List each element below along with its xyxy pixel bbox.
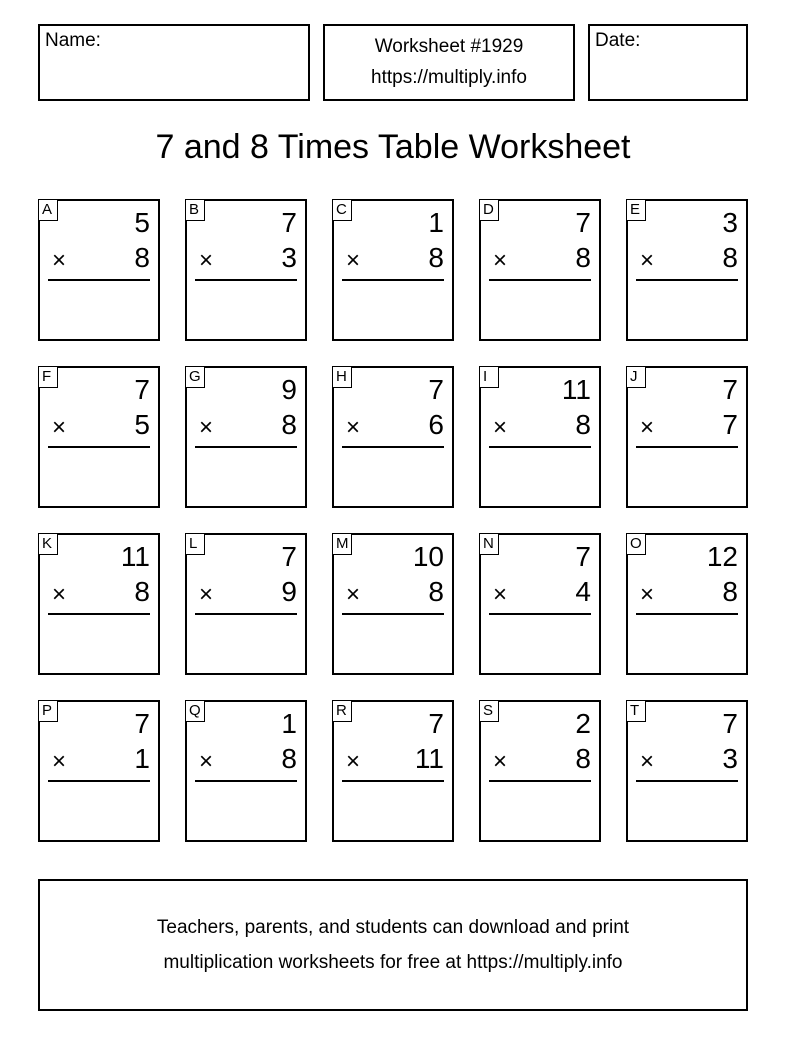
problem-letter: M	[332, 533, 352, 555]
multiply-sign: ×	[52, 581, 67, 608]
problem-letter: F	[38, 366, 58, 388]
worksheet-info-box	[323, 24, 575, 101]
problem-letter: I	[479, 366, 499, 388]
problem-card[interactable]	[332, 700, 454, 842]
multiply-sign: ×	[199, 748, 214, 775]
multiply-sign: ×	[640, 581, 655, 608]
multiplicand: 7	[281, 541, 297, 572]
problem-card[interactable]	[479, 700, 601, 842]
multiply-sign: ×	[493, 414, 508, 441]
answer-line	[195, 780, 297, 782]
answer-line	[342, 780, 444, 782]
problem-grid	[38, 199, 750, 844]
multiply-sign: ×	[52, 414, 67, 441]
multiplier: 8	[134, 242, 150, 273]
name-label: Name:	[45, 30, 101, 51]
multiply-sign: ×	[493, 581, 508, 608]
answer-line	[489, 780, 591, 782]
multiplier: 8	[428, 242, 444, 273]
problem-letter: L	[185, 533, 205, 555]
problem-letter: A	[38, 199, 58, 221]
multiply-sign: ×	[346, 414, 361, 441]
problem-letter: S	[479, 700, 499, 722]
multiplier: 1	[134, 743, 150, 774]
problem-letter: P	[38, 700, 58, 722]
problem-card[interactable]	[626, 533, 748, 675]
multiplicand: 7	[281, 207, 297, 238]
answer-line	[489, 613, 591, 615]
multiplier: 6	[428, 409, 444, 440]
multiplicand: 1	[428, 207, 444, 238]
problem-card[interactable]	[626, 700, 748, 842]
problem-letter: J	[626, 366, 646, 388]
multiplier: 7	[722, 409, 738, 440]
multiplicand: 12	[706, 541, 738, 572]
multiplicand: 11	[561, 374, 591, 405]
answer-line	[489, 279, 591, 281]
multiplicand: 10	[412, 541, 444, 572]
problem-letter: B	[185, 199, 205, 221]
multiply-sign: ×	[640, 414, 655, 441]
multiplier: 8	[722, 242, 738, 273]
multiplier: 8	[134, 576, 150, 607]
problem-card[interactable]	[479, 366, 601, 508]
multiplier: 3	[722, 743, 738, 774]
multiplicand: 2	[575, 708, 591, 739]
multiplicand: 7	[428, 708, 444, 739]
problem-letter: G	[185, 366, 205, 388]
answer-line	[195, 613, 297, 615]
multiplicand: 7	[722, 374, 738, 405]
multiply-sign: ×	[199, 581, 214, 608]
multiplicand: 7	[722, 708, 738, 739]
multiply-sign: ×	[493, 748, 508, 775]
multiplicand: 7	[575, 541, 591, 572]
multiplier: 8	[575, 409, 591, 440]
answer-line	[195, 279, 297, 281]
problem-letter: T	[626, 700, 646, 722]
problem-letter: C	[332, 199, 352, 221]
multiplicand: 7	[134, 708, 150, 739]
footer-line-1: Teachers, parents, and students can download and print	[156, 917, 630, 938]
problem-letter: Q	[185, 700, 205, 722]
multiply-sign: ×	[346, 748, 361, 775]
multiply-sign: ×	[640, 247, 655, 274]
answer-line	[342, 279, 444, 281]
footer-box	[38, 879, 748, 1011]
problem-card[interactable]	[38, 366, 160, 508]
answer-line	[48, 279, 150, 281]
multiply-sign: ×	[346, 247, 361, 274]
multiplier: 3	[281, 242, 297, 273]
problem-letter: D	[479, 199, 499, 221]
problem-card[interactable]	[626, 366, 748, 508]
problem-card[interactable]	[38, 199, 160, 341]
problem-letter: N	[479, 533, 499, 555]
multiplier: 8	[722, 576, 738, 607]
problem-card[interactable]	[185, 199, 307, 341]
multiplier: 8	[575, 743, 591, 774]
multiply-sign: ×	[52, 247, 67, 274]
multiplier: 5	[134, 409, 150, 440]
multiplicand: 1	[281, 708, 297, 739]
multiplier: 4	[575, 576, 591, 607]
problem-card[interactable]	[479, 199, 601, 341]
answer-line	[636, 613, 738, 615]
problem-card[interactable]	[38, 533, 160, 675]
multiplicand: 5	[134, 207, 150, 238]
date-label: Date:	[595, 30, 641, 51]
answer-line	[195, 446, 297, 448]
multiply-sign: ×	[346, 581, 361, 608]
problem-card[interactable]	[332, 199, 454, 341]
multiply-sign: ×	[199, 414, 214, 441]
answer-line	[48, 446, 150, 448]
multiplier: 8	[281, 743, 297, 774]
problem-card[interactable]	[332, 533, 454, 675]
date-field-box[interactable]	[588, 24, 748, 101]
problem-letter: O	[626, 533, 646, 555]
problem-letter: H	[332, 366, 352, 388]
problem-letter: E	[626, 199, 646, 221]
page-title: 7 and 8 Times Table Worksheet	[155, 128, 631, 166]
answer-line	[489, 446, 591, 448]
problem-letter: R	[332, 700, 352, 722]
multiplicand: 7	[428, 374, 444, 405]
multiply-sign: ×	[199, 247, 214, 274]
worksheet-number: Worksheet #1929	[374, 36, 524, 57]
answer-line	[342, 446, 444, 448]
name-field-box[interactable]	[38, 24, 310, 101]
multiplier: 8	[428, 576, 444, 607]
problem-card[interactable]	[185, 533, 307, 675]
problem-card[interactable]	[38, 700, 160, 842]
problem-card[interactable]	[185, 366, 307, 508]
multiplier: 11	[414, 743, 444, 774]
problem-letter: K	[38, 533, 58, 555]
multiplicand: 11	[120, 541, 150, 572]
answer-line	[342, 613, 444, 615]
multiplier: 8	[575, 242, 591, 273]
multiplicand: 9	[281, 374, 297, 405]
answer-line	[636, 279, 738, 281]
worksheet-url[interactable]: https://multiply.info	[371, 67, 527, 88]
problem-card[interactable]	[626, 199, 748, 341]
footer-line-2: multiplication worksheets for free at https://multiply.info	[163, 952, 623, 973]
problem-card[interactable]	[185, 700, 307, 842]
multiplier: 8	[281, 409, 297, 440]
multiplicand: 7	[134, 374, 150, 405]
multiply-sign: ×	[52, 748, 67, 775]
problem-card[interactable]	[479, 533, 601, 675]
answer-line	[636, 446, 738, 448]
answer-line	[48, 780, 150, 782]
problem-card[interactable]	[332, 366, 454, 508]
multiply-sign: ×	[640, 748, 655, 775]
multiply-sign: ×	[493, 247, 508, 274]
multiplicand: 3	[722, 207, 738, 238]
answer-line	[48, 613, 150, 615]
answer-line	[636, 780, 738, 782]
multiplier: 9	[281, 576, 297, 607]
multiplicand: 7	[575, 207, 591, 238]
